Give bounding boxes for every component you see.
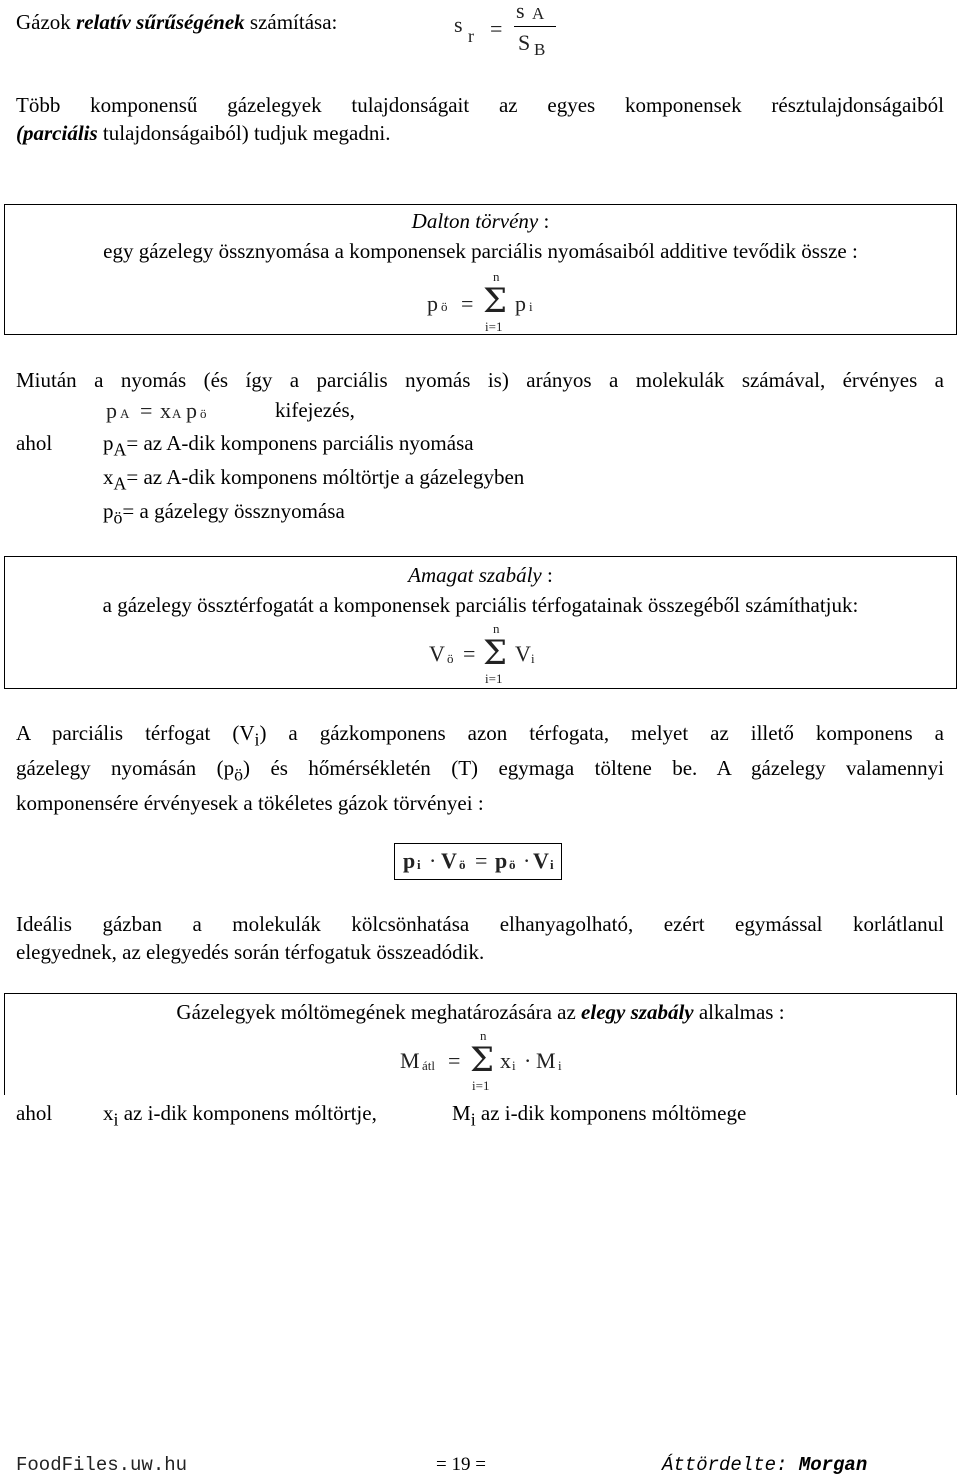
intro-line-2 (16, 121, 390, 146)
label-emphasis: relatív sűrűségének (76, 10, 245, 34)
label-pre: Gázok (16, 10, 77, 34)
mixture-title-b: alkalmas : (693, 1000, 785, 1024)
sigma-icon: Σ (483, 281, 508, 321)
dalton-title-emphasis: Dalton törvény (411, 209, 539, 233)
formula-x: x (500, 1048, 511, 1073)
formula-sub-i: i (512, 1058, 516, 1073)
formula-numerator-a: A (532, 4, 545, 23)
formula-equals: = (448, 1048, 461, 1073)
formula-equals: = (461, 291, 474, 316)
sigma-bottom: i=1 (485, 319, 503, 334)
definition-pa (103, 431, 474, 460)
amagat-title-colon: : (541, 563, 553, 587)
formula-numerator-s: s (516, 0, 525, 23)
dalton-title (5, 209, 956, 234)
ideal-line-1: Ideális gázban a molekulák kölcsönhatása elhanyagolható, ezért egymással korlátlanul (16, 912, 944, 936)
relative-density-label (16, 10, 337, 35)
partial-pressure-line: Miután a nyomás (és így a parciális nyomás is) arányos a molekulák számával, érvényes a (16, 368, 944, 392)
sigma-top: n (493, 621, 500, 636)
dalton-title-colon: : (538, 209, 550, 233)
formula-sub-o: ö (441, 299, 448, 314)
formula-sub-o: ö (200, 406, 207, 421)
def-symbol: p (103, 499, 114, 523)
formula-v: V (429, 641, 445, 666)
sigma-bottom: i=1 (472, 1078, 490, 1093)
mixture-title-emphasis: elegy szabály (581, 1000, 694, 1024)
amagat-title (5, 563, 956, 588)
formula-sub-a2: A (172, 406, 182, 421)
intro-line-1: Több komponensű gázelegyek tulajdonságait az egyes komponensek résztulajdonságaiból (16, 93, 944, 117)
formula-sub-i: i (417, 857, 421, 872)
ahol-label: ahol (16, 431, 53, 455)
footer-source: FoodFiles.uw.hu (16, 1454, 188, 1476)
sigma-icon: Σ (470, 1040, 495, 1080)
formula-p: p (427, 291, 438, 316)
intro-line-2-rest: tulajdonságaiból) tudjuk megadni. (97, 121, 391, 145)
volume-line-1 (16, 721, 944, 750)
def-subscript: i (113, 1109, 119, 1130)
def-text: = az A-dik komponens parciális nyomása (126, 431, 474, 455)
formula-dot: · (429, 848, 437, 873)
mixture-title (5, 1000, 956, 1025)
ideal-line-2: elegyednek, az elegyedés során térfogatuk összeadódik. (16, 940, 485, 964)
formula-v2: V (533, 848, 549, 873)
mixture-rule-box (4, 993, 957, 1095)
formula-denominator-s: S (518, 30, 531, 55)
volume-text-a: A parciális térfogat (V (16, 721, 255, 745)
formula-dot: · (524, 1048, 532, 1073)
amagat-rule-box (4, 556, 957, 689)
formula-equals: = (490, 16, 503, 41)
formula-m: M (400, 1048, 420, 1073)
def-text: az i-dik komponens móltörtje, (118, 1101, 377, 1125)
formula-sub-o: ö (459, 857, 466, 872)
formula-r: r (468, 26, 474, 46)
formula-p: p (106, 398, 117, 423)
kifejezes-text: kifejezés, (275, 398, 355, 422)
mixture-title-a: Gázelegyek móltömegének meghatározására az (176, 1000, 582, 1024)
formula-sub-i: i (529, 299, 533, 314)
formula-sub-i: i (531, 651, 535, 666)
label-post: számítása: (244, 10, 338, 34)
formula-p: p (403, 848, 416, 873)
sigma-top: n (493, 269, 500, 284)
volume-text-a: gázelegy nyomásán (p (16, 756, 235, 780)
formula-sub-i2: i (550, 857, 554, 872)
formula-sub-atl: átl (422, 1058, 435, 1073)
formula-p2: p (186, 398, 197, 423)
partial-pressure-formula (106, 398, 406, 426)
footer-credit (662, 1454, 867, 1476)
formula-vi: V (515, 641, 531, 666)
def-text: = a gázelegy össznyomása (122, 499, 345, 523)
def-text: = az A-dik komponens móltörtje a gázelegyben (126, 465, 525, 489)
mixture-definition-m (452, 1101, 746, 1130)
def-subscript: A (113, 439, 127, 460)
definition-xa (103, 465, 524, 494)
def-symbol: M (452, 1101, 471, 1125)
formula-x: x (160, 398, 171, 423)
volume-text-b: ) és hőmérsékletén (T) egymaga töltene be. A gázelegy valamennyi (243, 756, 944, 780)
formula-s: s (454, 12, 463, 37)
formula-v: V (441, 848, 457, 873)
formula-sub-i2: i (558, 1058, 562, 1073)
def-subscript: ö (113, 507, 123, 528)
def-text: az i-dik komponens móltömege (475, 1101, 747, 1125)
volume-sub-o: ö (234, 764, 244, 785)
volume-text-b: ) a gázkomponens azon térfogata, melyet az illető komponens a (259, 721, 944, 745)
dalton-text: egy gázelegy össznyomása a komponensek parciális nyomásaiból additive tevődik össze : (103, 239, 858, 263)
formula-sub-o: ö (447, 651, 454, 666)
mixture-ahol-label: ahol (16, 1101, 53, 1125)
formula-mi: M (536, 1048, 556, 1073)
def-subscript: A (113, 473, 127, 494)
amagat-text: a gázelegy össztérfogatát a komponensek parciális térfogatainak összegéből számíthatjuk: (102, 593, 859, 617)
sigma-icon: Σ (483, 633, 508, 673)
volume-line-3: komponensére érvényesek a tökéletes gázok törvényei : (16, 791, 484, 815)
def-symbol: x (103, 1101, 114, 1125)
intro-partial-emphasis: (parciális (16, 121, 98, 145)
definition-po (103, 499, 345, 528)
formula-sub-a: A (120, 406, 130, 421)
footer-credit-label: Áttördelte: (662, 1454, 788, 1476)
sigma-bottom: i=1 (485, 671, 503, 686)
formula-dot2: · (523, 848, 531, 873)
ideal-gas-formula-box (394, 843, 562, 880)
formula-sub-o2: ö (509, 857, 516, 872)
def-symbol: x (103, 465, 114, 489)
formula-equals: = (463, 641, 476, 666)
sigma-top: n (480, 1028, 487, 1043)
footer-page-number: = 19 = (436, 1454, 486, 1475)
formula-equals: = (140, 398, 153, 423)
footer-credit-name: Morgan (798, 1454, 868, 1476)
def-subscript: i (470, 1109, 476, 1130)
mixture-definition-x (103, 1101, 377, 1130)
formula-p2: p (495, 848, 508, 873)
fraction-bar (514, 26, 556, 27)
formula-pi: p (515, 291, 526, 316)
def-symbol: p (103, 431, 114, 455)
dalton-law-box (4, 204, 957, 335)
volume-sub-i: i (254, 729, 260, 750)
formula-equals: = (475, 848, 488, 873)
volume-line-2 (16, 756, 944, 785)
formula-denominator-b: B (534, 40, 546, 59)
amagat-title-emphasis: Amagat szabály (408, 563, 542, 587)
